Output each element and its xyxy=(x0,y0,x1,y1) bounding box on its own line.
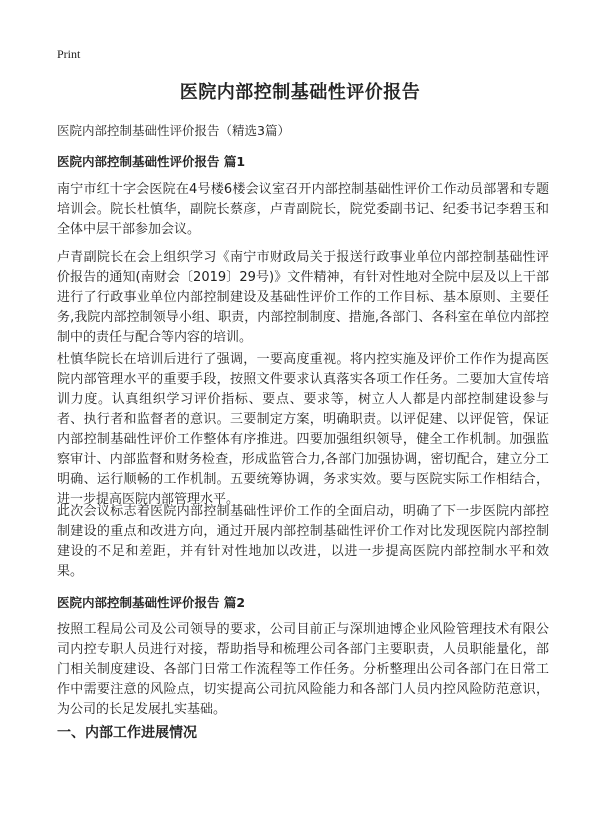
section-1-heading: 医院内部控制基础性评价报告 篇1 xyxy=(57,154,246,169)
page-title: 医院内部控制基础性评价报告 xyxy=(179,82,421,103)
section-1-paragraph-4: 此次会议标志着医院内部控制基础性评价工作的全面启动，明确了下一步医院内部控制建设的重点和改进方向，通过开展内部控制基础性评价工作对比发现医院内部控制建设的不足和差距，并有针对性地加以改进，以进一步提高医院内部控制水平和效果。 xyxy=(57,504,549,579)
document-subtitle: 医院内部控制基础性评价报告（精选3篇） xyxy=(57,123,290,138)
print-link[interactable]: Print xyxy=(57,47,81,61)
section-1-paragraph-1: 南宁市红十字会医院在4号楼6楼会议室召开内部控制基础性评价工作动员部署和专题培训会。院长杜慎华，副院长蔡彦，卢青副院长，院党委副书记、纪委书记李碧玉和全体中层干部参加会议。 xyxy=(57,182,549,237)
section-2-paragraph-1: 按照工程局公司及公司领导的要求，公司目前正与深圳迪博企业风险管理技术有限公司内控专职人员进行对接，帮助指导和梳理公司各部门主要职责，人员职能量化，部门相关制度建设、各部门日常工作流程等工作任务。分析整理出公司各部门在日常工作中需要注意的风险点，切实提高公司抗风险能力和各部门人员内控风险防范意识，为公司的长足发展扎实基础。 xyxy=(57,622,549,717)
section-2-heading: 医院内部控制基础性评价报告 篇2 xyxy=(57,595,246,610)
section-3-heading: 一、内部工作进展情况 xyxy=(57,725,197,741)
section-1-paragraph-3: 杜慎华院长在培训后进行了强调，一要高度重视。将内控实施及评价工作作为提高医院内部管理水平的重要手段，按照文件要求认真落实各项工作任务。二要加大宣传培训力度。认真组织学习评价指标、要点、要求等，树立人人都是内部控制建设参与者、执行者和监督者的意识。三要制定方案，明确职责。以评促建、以评促管，保证内部控制基础性评价工作整体有序推进。四要加强组织领导，健全工作机制。加强监察审计、内部监督和财务检查，形成监管合力,各部门加强协调，密切配合，建立分工明确、运行顺畅的工作机制。五要统筹协调，务求实效。要与医院实际工作相结合，进一步提高医院内部管理水平。 xyxy=(57,352,549,507)
section-1-paragraph-2: 卢青副院长在会上组织学习《南宁市财政局关于报送行政事业单位内部控制基础性评价报告的通知(南财会〔2019〕29号)》文件精神，有针对性地对全院中层及以上干部进行了行政事业单位内部控制建设及基础性评价工作的工作目标、基本原则、主要任务,我院内部控制领导小组、职责，内部控制制度、措施,各部门、各科室在单位内部控制中的责任与配合等内容的培训。 xyxy=(57,250,549,345)
